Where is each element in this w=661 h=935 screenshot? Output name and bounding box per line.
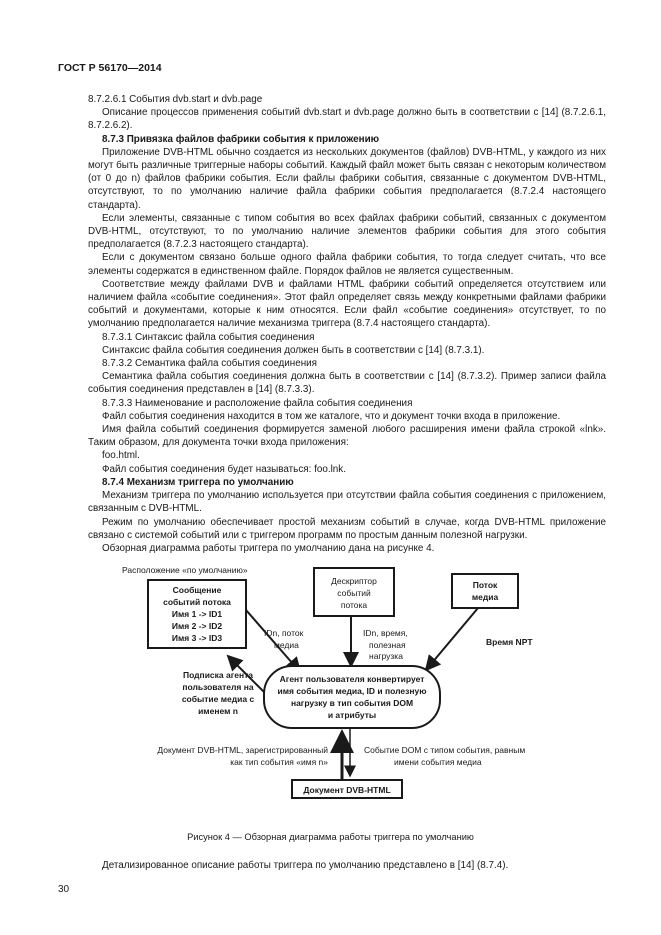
section-heading: 8.7.4 Механизм триггера по умолчанию <box>102 476 294 488</box>
label-idn-time: IDn, время, <box>363 628 408 638</box>
subsection-title: 8.7.3.2 Семантика файла события соединения <box>102 358 318 370</box>
descriptor-box-line: событий <box>337 588 371 598</box>
descriptor-box-line: Дескриптор <box>331 576 377 586</box>
figure-caption: Рисунок 4 — Обзорная диаграмма работы триггера по умолчанию <box>187 832 474 842</box>
label-idn-time: полезная <box>369 640 406 650</box>
label-subscription: Подписка агента <box>182 670 254 680</box>
label-subscription: именем n <box>198 706 238 716</box>
messages-box-line: Имя 2 -> ID2 <box>171 621 223 631</box>
paragraph: Если элементы, связанные с типом события во всех файлах фабрики событий, связанных с документом DVB-HTML, отсутствуют, то по умолчанию наличие элементов фабрики события для этого события предполагается (8.7.2.3 настоящего стандарта). <box>88 212 606 251</box>
document-box-label: Документ DVB-HTML <box>303 785 391 795</box>
standard-header: ГОСТ Р 56170—2014 <box>58 62 162 74</box>
paragraph: Файл события соединения находится в том же каталоге, что и документ точки входа в приложение. <box>102 410 561 422</box>
label-npt: Время NPT <box>486 637 533 647</box>
messages-box-line: Имя 3 -> ID3 <box>171 633 223 643</box>
agent-box-line: и атрибуты <box>327 710 377 720</box>
label-doc-registered: как тип события «имя n» <box>230 757 328 767</box>
agent-box-line: Агент пользователя конвертирует <box>279 674 425 684</box>
messages-box-line: событий потока <box>163 597 231 607</box>
descriptor-box-line: потока <box>340 600 368 610</box>
paragraph: Если с документом связано больше одного файла фабрики события, то тогда следует считать, что все элементы содержатся в единственном файле. Порядок файлов не является существенным. <box>88 252 606 277</box>
label-idn-stream: медиа <box>274 640 299 650</box>
subsection-title: 8.7.3.1 Синтаксис файла события соединения <box>102 331 315 343</box>
label-doc-registered: Документ DVB-HTML, зарегистрированный <box>157 745 328 755</box>
paragraph: Приложение DVB-HTML обычно создается из нескольких документов (файлов) DVB-HTML, у каждого из них могут быть различные триггерные наборы событий. Каждый файл может быть связан с некоторым количеством (от 0 до n) файлов фабрики события. Если файлы фабрики события, связанные с документом DVB-HTML, отсутствуют, то по умолчанию наличие файла фабрики события предполагается (8.7.2.4 настоящего стандарта). <box>88 146 606 211</box>
trigger-diagram <box>88 560 606 825</box>
body-text <box>88 93 606 555</box>
paragraph: Имя файла событий соединения формируется заменой любого расширения имени файла строкой «lnk». Таким образом, для документа точки входа приложения: <box>88 424 606 449</box>
paragraph: Семантика файла события соединения должна быть в соответствии с [14] (8.7.3.2). Пример записи файла события соединения представлен в [14] (8.7.3.3). <box>88 371 606 396</box>
subsection-title: 8.7.3.3 Наименование и расположение файла события соединения <box>102 397 413 409</box>
label-idn-stream: IDn, поток <box>264 628 304 638</box>
label-dom-event: имени события медиа <box>394 757 482 767</box>
paragraph: Режим по умолчанию обеспечивает простой механизм событий в случае, когда DVB-HTML приложение связано с системой событий или с триггером программ по простым данным полезной нагрузки. <box>88 516 606 541</box>
paragraph: Обзорная диаграмма работы триггера по умолчанию дана на рисунке 4. <box>102 542 435 554</box>
label-idn-time: нагрузка <box>369 651 403 661</box>
label-subscription: событие медиа с <box>181 694 255 704</box>
subsection-title: 8.7.2.6.1 События dvb.start и dvb.page <box>88 94 263 105</box>
section-heading: 8.7.3 Привязка файлов фабрики события к приложению <box>102 133 380 145</box>
paragraph: Соответствие между файлами DVB и файлами HTML фабрики событий определяется отсутствием или наличием файла «событие соединения». Этот файл определяет связь между конкретными файлами фабрики событий и документами, которые к ним относятся. Если файл «событие соединения» отсутствует, то по умолчанию предполагается наличие механизма триггера (8.7.4 настоящего стандарта). <box>88 278 606 330</box>
paragraph: Механизм триггера по умолчанию используется при отсутствии файла события соединения с приложением, связанным с DVB-HTML. <box>88 490 606 515</box>
agent-box-line: нагрузку в тип события DOM <box>290 698 414 708</box>
label-dom-event: Событие DOM с типом события, равным <box>364 745 526 755</box>
paragraph: foo.html. <box>102 450 140 462</box>
messages-box-line: Имя 1 -> ID1 <box>171 609 223 619</box>
label-subscription: пользователя на <box>182 682 254 692</box>
paragraph: Описание процессов применения событий dvb.start и dvb.page должно быть в соответствии с [14] (8.7.2.6.1, 8.7.2.6.2). <box>88 107 606 132</box>
arrow-media-to-agent <box>426 608 478 670</box>
paragraph: Синтаксис файла события соединения должен быть в соответствии с [14] (8.7.3.1). <box>102 344 485 356</box>
media-stream-box-line: медиа <box>471 592 499 602</box>
messages-box-line: Сообщение <box>172 585 222 595</box>
paragraph: Файл события соединения будет называться: foo.lnk. <box>102 463 346 475</box>
agent-box-line: имя события медиа, ID и полезную <box>277 686 427 696</box>
default-location-label: Расположение «по умолчанию» <box>122 565 248 575</box>
paragraph: Детализированное описание работы триггера по умолчанию представлено в [14] (8.7.4). <box>102 860 509 871</box>
media-stream-box-line: Поток <box>472 580 498 590</box>
page-number: 30 <box>58 884 70 895</box>
